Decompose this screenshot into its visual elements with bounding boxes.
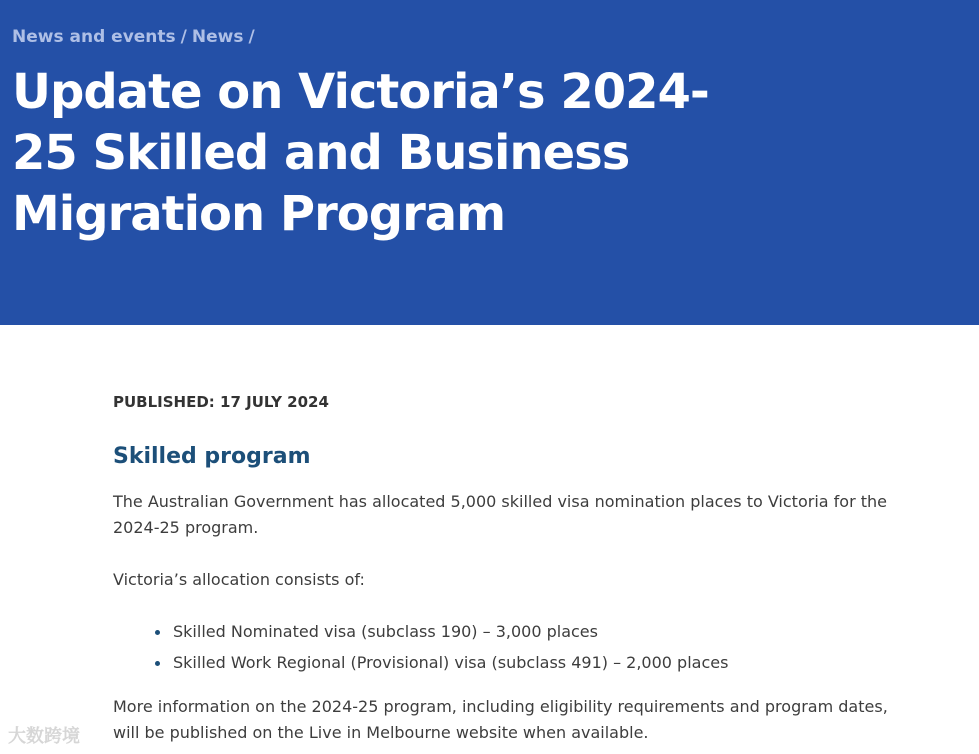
published-date: PUBLISHED: 17 JULY 2024 xyxy=(113,393,329,411)
intro-paragraph: The Australian Government has allocated 5,000 skilled visa nomination places to Victoria for the 2024-25 program. xyxy=(113,492,887,537)
breadcrumb-separator: / xyxy=(248,27,255,47)
allocation-list xyxy=(155,619,728,681)
breadcrumb-link-news-and-events[interactable]: News and events xyxy=(12,27,176,47)
list-item xyxy=(155,650,728,681)
breadcrumb xyxy=(12,27,260,47)
section-heading-skilled-program: Skilled program xyxy=(113,444,311,469)
list-item-text: Skilled Work Regional (Provisional) visa (subclass 491) – 2,000 places xyxy=(173,653,729,672)
page-hero xyxy=(0,0,979,325)
breadcrumb-link-news[interactable]: News xyxy=(191,27,244,47)
page-title: Update on Victoria’s 2024- 25 Skilled and Business Migration Program xyxy=(12,64,709,242)
bullet-icon xyxy=(155,630,160,635)
breadcrumb-separator: / xyxy=(180,27,187,47)
more-info-paragraph: More information on the 2024-25 program, including eligibility requirements and program dates, will be published on the Live in Melbourne website when available. xyxy=(113,697,888,742)
list-item xyxy=(155,619,728,650)
list-item-text: Skilled Nominated visa (subclass 190) – 3,000 places xyxy=(173,622,598,641)
allocation-intro-paragraph: Victoria’s allocation consists of: xyxy=(113,570,365,589)
bullet-icon xyxy=(155,661,160,666)
watermark-logo: 大数跨境 xyxy=(8,726,80,747)
